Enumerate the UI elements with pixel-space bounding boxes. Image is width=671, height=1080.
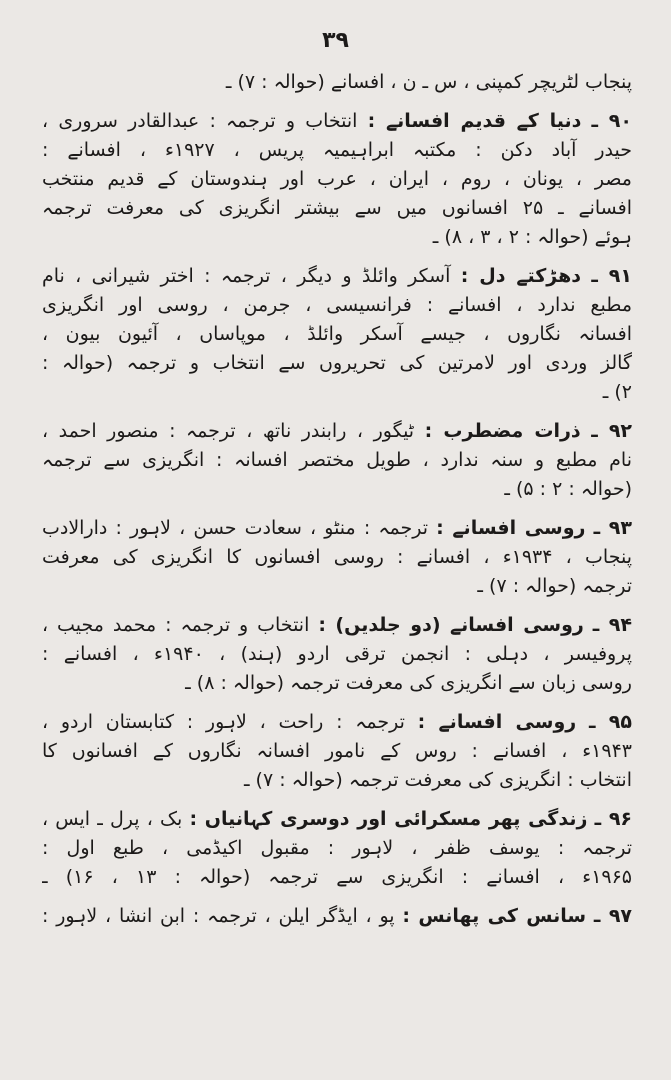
entry-text: ترجمہ : منٹو ، سعادت حسن ، لاہور : دارالادب xyxy=(42,517,428,539)
bibliography-entry xyxy=(42,107,632,252)
bibliography-entry xyxy=(42,708,632,795)
entry-title: روسی افسانے : xyxy=(417,711,577,733)
entry-text: ترجمہ : راحت ، لاہور : کتابستان اردو ، xyxy=(42,711,405,733)
entry-title: سانس کی پھانس : xyxy=(402,905,587,927)
entry-title: دنیا کے قدیم افسانے : xyxy=(367,110,582,132)
entry-text: آسکر وائلڈ و دیگر ، ترجمہ : اختر شیرانی ، نام xyxy=(42,265,451,287)
entry-text: ہوئے (حوالہ : ۲ ، ۳ ، ۸) ـ xyxy=(432,226,632,248)
text-line xyxy=(42,446,632,475)
bibliography-entry xyxy=(42,611,632,698)
entry-text: انتخاب و ترجمہ : محمد مجیب ، xyxy=(42,614,310,636)
page-number: ۳۹ xyxy=(322,28,349,53)
entry-text: پو ، ایڈگر ایلن ، ترجمہ : ابن انشا ، لاہور : xyxy=(42,905,395,927)
text-line xyxy=(42,417,632,446)
text-line xyxy=(42,165,632,194)
text-line xyxy=(42,669,632,698)
text-line xyxy=(42,475,632,504)
entry-text: پروفیسر ، دہلی : انجمن ترقی اردو (ہند) ، ۱۹۴۰ء ، افسانے : xyxy=(42,643,632,665)
entry-text: مصر ، یونان ، روم ، ایران ، عرب اور ہندوستان کے قدیم منتخب xyxy=(42,168,632,190)
entry-text: نام مطبع و سنہ ندارد ، طویل مختصر افسانہ : انگریزی سے ترجمہ xyxy=(42,449,632,471)
entry-text: مطبع ندارد ، افسانے : فرانسیسی ، جرمن ، روسی اور انگریزی xyxy=(42,294,632,316)
bibliography-entry xyxy=(42,902,632,931)
text-line xyxy=(42,708,632,737)
text-line xyxy=(42,737,632,766)
text-line xyxy=(42,572,632,601)
entry-text: ترجمہ (حوالہ : ۷) ـ xyxy=(477,575,632,597)
entry-text: ۱۹۶۵ء ، افسانے : انگریزی سے ترجمہ (حوالہ : ۱۳ ، ۱۶) ـ xyxy=(42,866,632,888)
bibliography-entry xyxy=(42,805,632,892)
text-line xyxy=(42,543,632,572)
entry-text: انتخاب و ترجمہ : عبدالقادر سروری ، xyxy=(42,110,358,132)
entry-text: افسانہ نگاروں ، جیسے آسکر وائلڈ ، موپاساں ، آئیون بیون ، xyxy=(42,323,632,345)
entry-title: روسی افسانے : xyxy=(436,517,586,539)
entry-number: ۹۲ ـ xyxy=(591,420,632,442)
entry-text: بک ، پرل ـ ایس ، xyxy=(42,808,183,830)
text-line xyxy=(42,291,632,320)
entry-text: حیدر آباد دکن : مکتبہ ابراہیمیہ پریس ، ۱۹۲۷ء ، افسانے : xyxy=(42,139,632,161)
text-line xyxy=(42,320,632,349)
entry-number: ۹۶ ـ xyxy=(594,808,632,830)
text-line xyxy=(42,514,632,543)
text-line xyxy=(42,194,632,223)
page-content xyxy=(42,68,632,941)
entry-text: روسی زبان سے انگریزی کی معرفت ترجمہ (حوالہ : ۸) ـ xyxy=(185,672,632,694)
text-line xyxy=(42,378,632,407)
text-line xyxy=(42,766,632,795)
entry-number: ۹۴ ـ xyxy=(592,614,632,636)
text-line xyxy=(42,834,632,863)
text-line xyxy=(42,223,632,252)
entry-number: ۹۱ ـ xyxy=(591,265,632,287)
entry-number: ۹۰ ـ xyxy=(591,110,632,132)
text-line xyxy=(42,863,632,892)
text-line xyxy=(42,107,632,136)
entry-number: ۹۷ ـ xyxy=(593,905,632,927)
text-line xyxy=(42,640,632,669)
entry-text: ۲) ـ xyxy=(602,381,632,403)
entry-title: زندگی پھر مسکرائی اور دوسری کہانیاں : xyxy=(189,808,588,830)
text-line xyxy=(42,262,632,291)
text-line xyxy=(42,611,632,640)
entry-text: افسانے ـ ۲۵ افسانوں میں سے بیشتر انگریزی کی معرفت ترجمہ xyxy=(42,197,632,219)
entry-text: پنجاب ، ۱۹۳۴ء ، افسانے : روسی افسانوں کا انگریزی کی معرفت xyxy=(42,546,632,568)
text-line xyxy=(42,902,632,931)
bibliography-entry xyxy=(42,514,632,601)
entry-text: (حوالہ : ۲ : ۵) ـ xyxy=(504,478,632,500)
entry-title: دھڑکتے دل : xyxy=(460,265,582,287)
text-line xyxy=(42,349,632,378)
entry-title: روسی افسانے (دو جلدیں) : xyxy=(318,614,584,636)
entry-text: ۱۹۴۳ء ، افسانے : روس کے نامور افسانہ نگاروں کے افسانوں کا xyxy=(42,740,632,762)
entry-text: انتخاب : انگریزی کی معرفت ترجمہ (حوالہ : ۷) ـ xyxy=(243,769,632,791)
text-line xyxy=(42,68,632,97)
entry-text: ٹیگور ، رابندر ناتھ ، ترجمہ : منصور احمد ، xyxy=(42,420,415,442)
bibliography-entry xyxy=(42,417,632,504)
bibliography-entry xyxy=(42,68,632,97)
entry-number: ۹۵ ـ xyxy=(588,711,632,733)
bibliography-entry xyxy=(42,262,632,407)
text-line xyxy=(42,136,632,165)
entry-text: گالز وردی اور لامرتین کی تحریروں سے انتخاب و ترجمہ (حوالہ : xyxy=(42,352,632,374)
entry-title: ذرات مضطرب : xyxy=(424,420,581,442)
entry-number: ۹۳ ـ xyxy=(593,517,632,539)
text-line xyxy=(42,805,632,834)
entry-text: پنجاب لٹریچر کمپنی ، س ـ ن ، افسانے (حوالہ : ۷) ـ xyxy=(225,71,632,93)
entry-text: ترجمہ : یوسف ظفر ، لاہور : مقبول اکیڈمی ، طبع اول : xyxy=(42,837,632,859)
